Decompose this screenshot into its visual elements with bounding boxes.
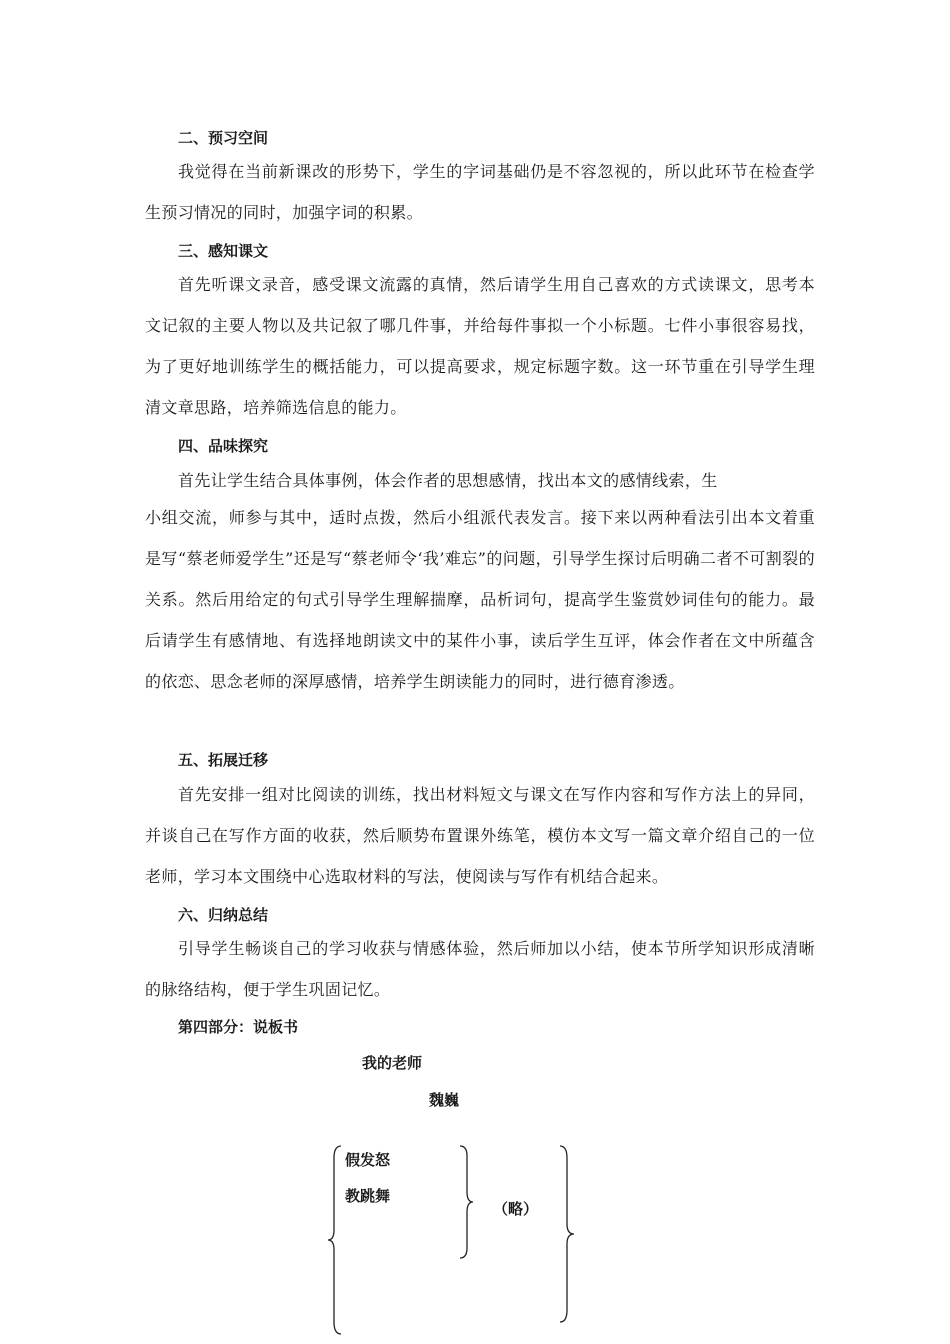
section-paragraph-summary: 引导学生畅谈自己的学习收获与情感体验，然后师加以小结，使本节所学知识形成清晰的脉络结构，便于学生巩固记忆。 [145, 939, 815, 999]
board-item-fake-anger: 假发怒 [345, 1151, 391, 1169]
section-paragraph-perceive: 首先听课文录音，感受课文流露的真情，然后请学生用自己喜欢的方式读课文，思考本文记叙的主要人物以及共记叙了哪几件事，并给每件事拟一个小标题。七件小事很容易找，为了更好地训练学生的概括能力，可以提高要求，规定标题字数。这一环节重在引导学生理清文章思路，培养筛选信息的能力。 [145, 275, 815, 417]
board-author: 魏巍 [429, 1091, 460, 1109]
section-paragraph-preview: 我觉得在当前新课改的形势下，学生的字词基础仍是不容忽视的，所以此环节在检查学生预习情况的同时，加强字词的积累。 [145, 162, 815, 222]
section-heading-explore: 四、品味探究 [178, 437, 269, 455]
section-paragraph-extend: 首先安排一组对比阅读的训练，找出材料短文与课文在写作内容和写作方法上的异同，并谈自己在写作方面的收获，然后顺势布置课外练笔，模仿本文写一篇文章介绍自己的一位老师，学习本文围绕中心选取材料的写法，使阅读与写作有机结合起来。 [145, 785, 815, 886]
board-item-teach-dance: 教跳舞 [345, 1187, 391, 1205]
left-brace [326, 1144, 346, 1336]
section-heading-preview: 二、预习空间 [178, 129, 269, 147]
board-title: 我的老师 [362, 1054, 423, 1072]
section-heading-perceive: 三、感知课文 [178, 242, 269, 260]
section-line-explore: 首先让学生结合具体事例，体会作者的思想感情，找出本文的感情线索，生 [178, 471, 718, 490]
middle-brace [457, 1144, 477, 1260]
section-paragraph-explore: 小组交流，师参与其中，适时点拨，然后小组派代表发言。接下来以两种看法引出本文着重是写“蔡老师爱学生”还是写“蔡老师令‘我’难忘”的问题，引导学生探讨后明确二者不可割裂的关系。然后用给定的句式引导学生理解揣摩，品析词句，提高学生鉴赏妙词佳句的能力。最后请学生有感情地、有选择地朗读文中的某件小事，读后学生互评，体会作者在文中所蕴含的依恋、思念老师的深厚感情，培养学生朗读能力的同时，进行德育渗透。 [145, 508, 815, 691]
board-summary: （略） [493, 1200, 539, 1218]
part4-heading: 第四部分：说板书 [178, 1018, 299, 1036]
section-heading-extend: 五、拓展迁移 [178, 751, 269, 769]
section-heading-summary: 六、归纳总结 [178, 906, 269, 924]
right-brace [557, 1144, 579, 1324]
